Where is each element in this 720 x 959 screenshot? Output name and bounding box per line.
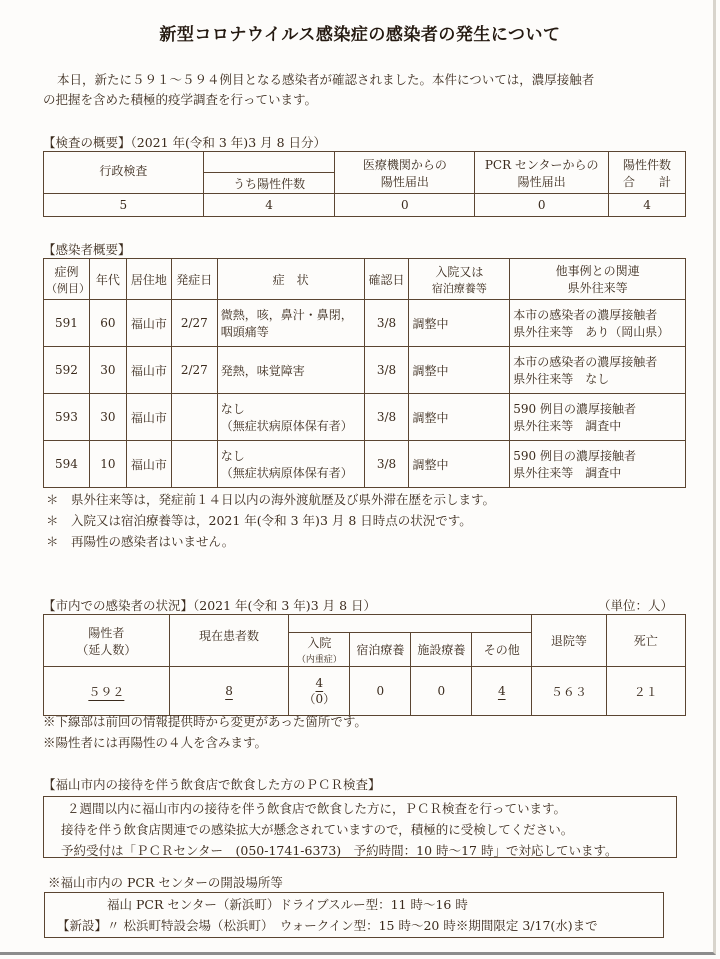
header-hotel: 宿泊療養 bbox=[350, 633, 411, 667]
pcr-centers-heading: ※福山市内の PCR センターの開設場所等 bbox=[48, 875, 283, 890]
cell-residence: 福山市 bbox=[126, 347, 171, 394]
header-pcr bbox=[475, 152, 609, 194]
header-medical bbox=[335, 152, 475, 194]
unit-label: （単位：人） bbox=[598, 598, 674, 613]
header-admin-blank bbox=[203, 152, 335, 173]
pcr-heading: 【福山市内の接待を伴う飲食店で飲食した方のＰＣＲ検査】 bbox=[43, 777, 381, 792]
header-age: 年代 bbox=[89, 259, 126, 300]
pcr-line: 接待を伴う飲食店関連での感染拡大が懸念されていますので，積極的に受検してください。 bbox=[61, 822, 574, 837]
cell-residence: 福山市 bbox=[126, 441, 171, 488]
header-total bbox=[609, 152, 686, 194]
cell-status: 調整中 bbox=[409, 347, 510, 394]
header-admin-test-label: 行政検査 bbox=[99, 164, 148, 178]
cases-table bbox=[43, 258, 686, 488]
header-medical-line1: 医療機関からの bbox=[362, 157, 447, 172]
symptoms-line1: なし bbox=[220, 449, 245, 463]
cell-case: 592 bbox=[44, 347, 90, 394]
cell-age: 30 bbox=[89, 394, 126, 441]
pcr-info-box bbox=[43, 796, 677, 858]
page-title: 新型コロナウイルス感染症の感染者の発生について bbox=[159, 25, 561, 45]
cell-relation bbox=[510, 394, 686, 441]
intro-paragraph bbox=[43, 70, 683, 110]
value-facility: 0 bbox=[411, 667, 472, 716]
value-total: 4 bbox=[609, 194, 686, 217]
inspection-table bbox=[43, 151, 686, 217]
header-current: 現在患者数 bbox=[169, 615, 289, 667]
city-table bbox=[43, 614, 686, 716]
header-hospital-sub: （内重症） bbox=[296, 655, 342, 665]
header-hosp-line1: 入院又は bbox=[435, 264, 484, 279]
header-positive-line1: 陽性者 bbox=[88, 625, 125, 640]
header-positive bbox=[44, 615, 170, 667]
inspection-heading: 【検査の概要】（2021 年(令和 3 年)3 月 8 日分） bbox=[43, 135, 327, 150]
cell-symptoms bbox=[217, 300, 364, 347]
value-pcr: 0 bbox=[475, 194, 609, 217]
relation-line1: 本市の感染者の濃厚接触者 bbox=[513, 308, 658, 322]
header-total-line2: 合 計 bbox=[623, 174, 672, 189]
cell-confirmed: 3/8 bbox=[364, 441, 409, 488]
value-discharged: ５６３ bbox=[532, 667, 606, 716]
header-residence: 居住地 bbox=[126, 259, 171, 300]
cell-age: 60 bbox=[89, 300, 126, 347]
table-row bbox=[44, 347, 686, 394]
header-confirmed: 確認日 bbox=[364, 259, 409, 300]
symptoms-line2: 咽頭痛等 bbox=[220, 325, 269, 339]
cases-header-row bbox=[44, 259, 686, 300]
cell-confirmed: 3/8 bbox=[364, 394, 409, 441]
cell-onset: 2/27 bbox=[171, 347, 217, 394]
cell-symptoms bbox=[217, 394, 364, 441]
note-item: ＊ 県外往来等は，発症前１４日以内の海外渡航歴及び県外滞在歴を示します。 bbox=[46, 492, 496, 507]
header-other: その他 bbox=[472, 633, 532, 667]
city-heading: 【市内での感染者の状況】（2021 年(令和 3 年)3 月 8 日） bbox=[43, 598, 377, 613]
value-hospital-text: 4 bbox=[315, 675, 324, 690]
cell-symptoms bbox=[217, 441, 364, 488]
relation-line2: 県外往来等 あり（岡山県） bbox=[513, 325, 670, 339]
table-row bbox=[44, 441, 686, 488]
value-other bbox=[472, 667, 532, 716]
header-hospitalization bbox=[409, 259, 510, 300]
header-facility: 施設療養 bbox=[411, 633, 472, 667]
intro-line-2: の把握を含めた積極的疫学調査を行っています。 bbox=[43, 92, 318, 107]
header-positive-line2: （延人数） bbox=[76, 642, 137, 657]
cell-relation bbox=[510, 300, 686, 347]
cell-residence: 福山市 bbox=[126, 394, 171, 441]
value-admin-positive: 4 bbox=[203, 194, 335, 217]
header-rel-line2: 県外往来等 bbox=[567, 281, 628, 295]
header-admin-positive: うち陽性件数 bbox=[203, 173, 335, 194]
value-current-text: 8 bbox=[225, 684, 233, 698]
symptoms-line2: （無症状病原体保有者） bbox=[220, 466, 353, 480]
cell-onset: 2/27 bbox=[171, 300, 217, 347]
symptoms-line2: （無症状病原体保有者） bbox=[220, 419, 353, 433]
note-item: ＊ 再陽性の感染者はいません。 bbox=[46, 534, 235, 549]
header-deaths: 死亡 bbox=[606, 615, 685, 667]
note-item: ＊ 入院又は宿泊療養等は，2021 年(令和 3 年)3 月 8 日時点の状況です。 bbox=[46, 513, 472, 528]
cell-onset bbox=[171, 441, 217, 488]
relation-line1: 590 例目の濃厚接触者 bbox=[513, 449, 637, 463]
header-pcr-line1: PCR センターからの bbox=[484, 157, 599, 172]
relation-line2: 県外往来等 調査中 bbox=[513, 419, 622, 433]
header-onset: 発症日 bbox=[171, 259, 217, 300]
cell-status: 調整中 bbox=[409, 300, 510, 347]
cell-relation bbox=[510, 347, 686, 394]
cell-age: 10 bbox=[89, 441, 126, 488]
relation-line2: 県外往来等 なし bbox=[513, 372, 610, 386]
value-other-text: 4 bbox=[497, 684, 506, 698]
header-case bbox=[44, 259, 90, 300]
cell-symptoms: 発熱，味覚障害 bbox=[217, 347, 364, 394]
cell-case: 594 bbox=[44, 441, 90, 488]
value-positive bbox=[44, 667, 170, 716]
pcr-center-item: 【新設】〃 松浜町特設会場（松浜町） ウォークイン型：15 時～20 時※期間限定 3/17(水)まで bbox=[57, 918, 598, 933]
cell-confirmed: 3/8 bbox=[364, 347, 409, 394]
header-case-line2: （例目） bbox=[46, 281, 90, 295]
header-symptoms: 症 状 bbox=[217, 259, 364, 300]
header-discharged: 退院等 bbox=[532, 615, 606, 667]
value-medical: 0 bbox=[335, 194, 475, 217]
value-hotel: 0 bbox=[350, 667, 411, 716]
cases-notes bbox=[46, 489, 495, 552]
table-row bbox=[44, 394, 686, 441]
value-hospital-severe: （0） bbox=[303, 691, 336, 706]
relation-line1: 本市の感染者の濃厚接触者 bbox=[513, 355, 658, 369]
value-hospital bbox=[289, 667, 350, 716]
city-values-row bbox=[44, 667, 686, 716]
header-hosp-line2: 宿泊療養等 bbox=[431, 281, 487, 295]
value-deaths: ２１ bbox=[606, 667, 685, 716]
cell-relation bbox=[510, 441, 686, 488]
pcr-center-item: 福山 PCR センター（新浜町）ドライブスルー型：11 時～16 時 bbox=[107, 897, 468, 912]
value-current bbox=[169, 667, 289, 716]
relation-line1: 590 例目の濃厚接触者 bbox=[513, 402, 637, 416]
cases-heading: 【感染者概要】 bbox=[43, 242, 131, 257]
value-positive-text: ５９２ bbox=[88, 684, 125, 699]
symptoms-line1: 微熱，咳，鼻汁・鼻閉， bbox=[220, 308, 353, 322]
pcr-line: ２週間以内に福山市内の接待を伴う飲食店で飲食した方に，ＰＣＲ検査を行っています。 bbox=[67, 801, 567, 816]
note-item: ※下線部は前回の情報提供時から変更があった箇所です。 bbox=[43, 714, 367, 729]
header-case-line1: 症例 bbox=[54, 264, 79, 279]
header-total-line1: 陽性件数 bbox=[623, 157, 672, 172]
cell-status: 調整中 bbox=[409, 441, 510, 488]
cell-confirmed: 3/8 bbox=[364, 300, 409, 347]
intro-line-1: 本日，新たに５９１～５９４例目となる感染者が確認されました。本件については，濃厚接触者 bbox=[57, 72, 595, 87]
cell-case: 593 bbox=[44, 394, 90, 441]
header-pcr-line2: 陽性届出 bbox=[517, 174, 566, 189]
header-hospital-label: 入院 bbox=[307, 636, 332, 650]
header-rel-line1: 他事例との関連 bbox=[555, 264, 640, 278]
table-row bbox=[44, 300, 686, 347]
symptoms-line1: なし bbox=[220, 402, 245, 416]
pcr-centers-box bbox=[44, 892, 664, 938]
header-admin-test bbox=[44, 152, 204, 194]
header-medical-line2: 陽性届出 bbox=[380, 174, 429, 189]
cell-status: 調整中 bbox=[409, 394, 510, 441]
value-admin: 5 bbox=[44, 194, 204, 217]
cell-onset bbox=[171, 394, 217, 441]
header-hospital bbox=[289, 633, 350, 667]
cell-residence: 福山市 bbox=[126, 300, 171, 347]
header-current-blank bbox=[289, 615, 532, 633]
relation-line2: 県外往来等 調査中 bbox=[513, 466, 622, 480]
note-item: ※陽性者には再陽性の４人を含みます。 bbox=[43, 735, 268, 750]
city-notes bbox=[43, 711, 367, 753]
pcr-line: 予約受付は「ＰＣＲセンター (050-1741-6373) 予約時間：10 時～17 時」で対応しています。 bbox=[61, 843, 618, 858]
header-relation bbox=[510, 259, 686, 300]
cell-age: 30 bbox=[89, 347, 126, 394]
cell-case: 591 bbox=[44, 300, 90, 347]
